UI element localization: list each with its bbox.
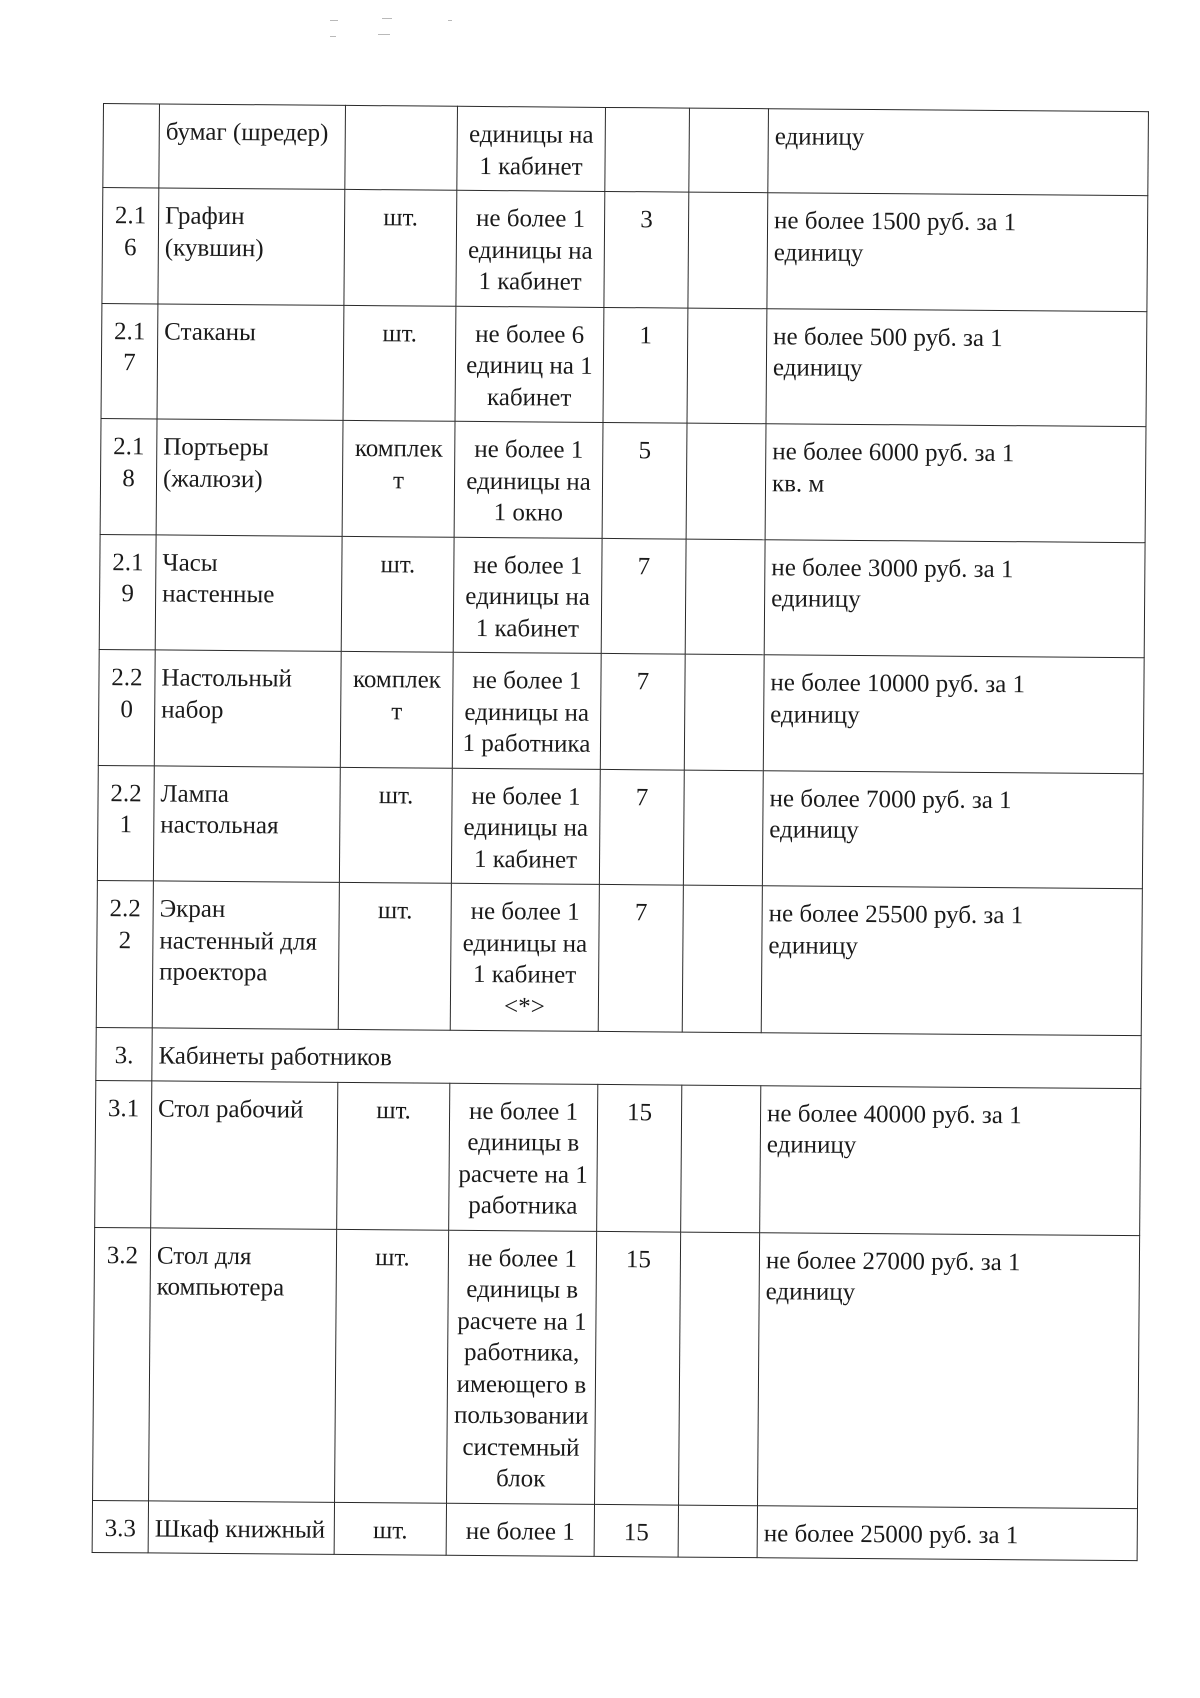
row-price: не более 500 руб. за 1 единицу: [766, 308, 1147, 426]
table-row: [93, 1227, 1140, 1508]
row-blank: [685, 539, 765, 655]
table-row: [98, 649, 1144, 773]
row-unit: комплек т: [342, 420, 455, 536]
row-price: не более 3000 руб. за 1 единицу: [764, 539, 1145, 657]
row-qty: 15: [594, 1504, 678, 1557]
row-unit: комплек т: [340, 651, 453, 767]
row-number: 3.1: [95, 1080, 152, 1227]
row-price: не более 25500 руб. за 1 единицу: [761, 886, 1142, 1036]
row-price: не более 1500 руб. за 1 единицу: [767, 193, 1148, 311]
row-blank: [688, 192, 768, 308]
row-norm: не более 1 единицы в расчете на 1 работника, имеющего в пользовании системный блок: [447, 1230, 597, 1504]
row-number: 2.18: [100, 418, 157, 534]
row-name: Лампа настольная: [153, 765, 340, 882]
row-norm: не более 1 единицы на 1 работника: [452, 652, 601, 769]
row-unit: шт.: [338, 882, 451, 1030]
row-number: 2.19: [99, 534, 156, 650]
row-price: не более 7000 руб. за 1 единицу: [762, 770, 1143, 888]
row-number: 3.2: [93, 1227, 151, 1500]
row-unit: шт.: [344, 189, 457, 305]
row-norm: не более 1 единицы на 1 кабинет: [456, 190, 605, 307]
row-unit: шт.: [337, 1082, 450, 1230]
row-number: 2.22: [96, 880, 153, 1027]
table-row-continued: [103, 104, 1149, 196]
row-name: Стаканы: [157, 303, 344, 420]
row-blank: [681, 1085, 761, 1233]
row-unit: шт.: [343, 305, 456, 421]
row-blank: [687, 308, 767, 424]
row-qty: 1: [603, 307, 688, 423]
row-number: 2.20: [98, 649, 155, 765]
row-blank: [684, 654, 764, 770]
row-qty: 15: [595, 1231, 681, 1505]
row-number: [103, 104, 160, 188]
row-name: Портьеры (жалюзи): [156, 419, 343, 536]
row-qty: [605, 107, 690, 192]
section-number: 3.: [96, 1027, 152, 1080]
row-name: Экран настенный для проектора: [152, 881, 339, 1029]
inventory-norms-table: [92, 103, 1149, 1561]
row-qty: 7: [600, 653, 685, 769]
row-name: Часы настенные: [155, 534, 342, 651]
row-blank: [689, 108, 769, 193]
table-row: [101, 303, 1147, 427]
row-qty: 7: [601, 538, 686, 654]
row-price: единицу: [768, 109, 1149, 196]
row-price: не более 27000 руб. за 1 единицу: [758, 1232, 1140, 1508]
table-row: [97, 765, 1143, 889]
row-norm: не более 1: [446, 1503, 594, 1557]
table-row: [96, 880, 1142, 1035]
row-number: 2.16: [102, 188, 159, 304]
row-unit: [345, 105, 458, 190]
section-title: Кабинеты работников: [152, 1028, 1141, 1088]
row-norm: не более 1 единицы на 1 кабинет <*>: [450, 883, 599, 1031]
row-number: 2.17: [101, 303, 158, 419]
row-price: не более 40000 руб. за 1 единицу: [760, 1085, 1141, 1235]
table-row: [102, 188, 1148, 312]
row-number: 2.21: [97, 765, 154, 881]
row-norm: не более 6 единиц на 1 кабинет: [455, 306, 604, 423]
row-number: 3.3: [92, 1500, 148, 1553]
table-row: [99, 534, 1145, 658]
table-row: [92, 1500, 1137, 1561]
row-name: Настольный набор: [154, 650, 341, 767]
table-row: [95, 1080, 1141, 1235]
row-qty: 7: [599, 769, 684, 885]
row-qty: 7: [598, 884, 683, 1032]
row-qty: 15: [597, 1084, 682, 1232]
row-unit: шт.: [335, 1229, 449, 1503]
row-norm: не более 1 единицы на 1 окно: [454, 421, 603, 538]
row-price: не более 25000 руб. за 1: [757, 1505, 1137, 1560]
row-name: Стол для компьютера: [149, 1227, 337, 1501]
row-blank: [679, 1232, 760, 1506]
row-qty: 3: [604, 191, 689, 307]
section-row: [96, 1027, 1141, 1088]
row-norm: не более 1 единицы на 1 кабинет: [451, 768, 600, 885]
row-blank: [686, 423, 766, 539]
row-price: не более 6000 руб. за 1 кв. м: [765, 424, 1146, 542]
row-price: не более 10000 руб. за 1 единицу: [763, 655, 1144, 773]
row-unit: шт.: [339, 767, 452, 883]
row-name: бумаг (шредер): [159, 104, 346, 189]
row-norm: единицы на 1 кабинет: [457, 106, 606, 191]
row-norm: не более 1 единицы на 1 кабинет: [453, 537, 602, 654]
row-unit: шт.: [334, 1502, 446, 1555]
row-name: Стол рабочий: [151, 1080, 338, 1228]
row-blank: [683, 770, 763, 886]
row-unit: шт.: [341, 536, 454, 652]
row-blank: [682, 885, 762, 1033]
row-qty: 5: [602, 422, 687, 538]
row-name: Шкаф книжный: [148, 1500, 334, 1554]
row-name: Графин (кувшин): [158, 188, 345, 305]
scan-specks: [330, 14, 530, 44]
table-row: [100, 418, 1146, 542]
row-blank: [678, 1505, 757, 1558]
row-norm: не более 1 единицы в расчете на 1 работника: [449, 1083, 598, 1231]
